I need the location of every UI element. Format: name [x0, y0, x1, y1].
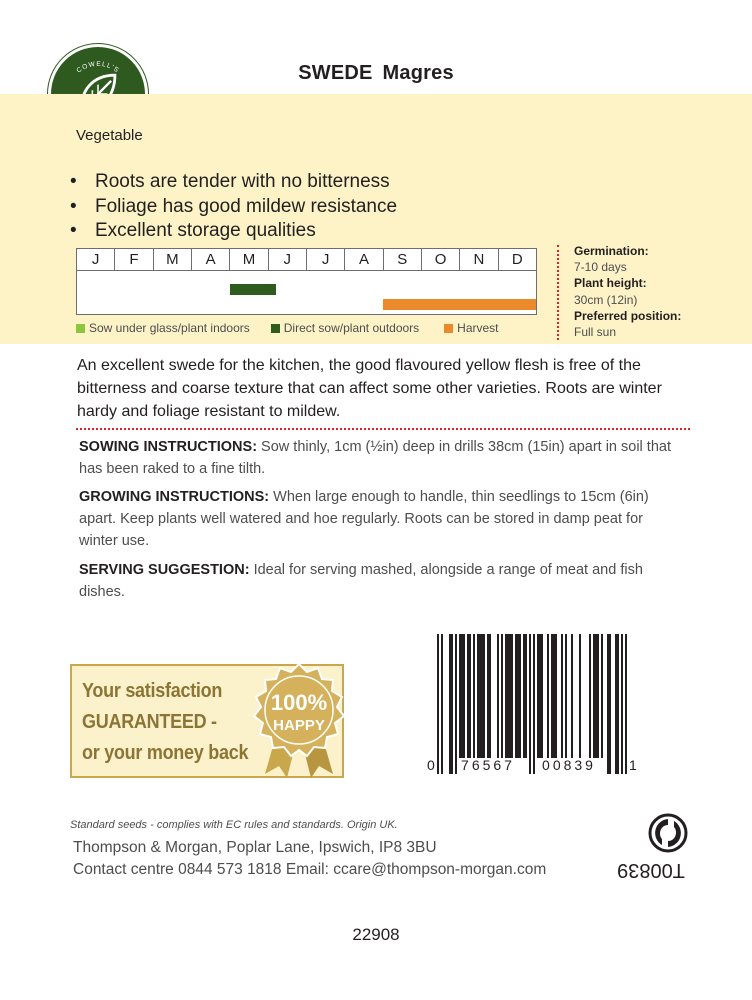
barcode-bar — [579, 634, 581, 758]
barcode-bar — [455, 634, 457, 774]
barcode-bar — [595, 634, 597, 758]
month-label: A — [191, 249, 229, 270]
barcode-bar — [597, 634, 599, 758]
barcode-bars — [437, 634, 627, 774]
barcode-bar — [541, 634, 543, 758]
sowing-text: Sow thinly, 1cm (½in) deep in drills 38cm (15in) apart in soil that has been raked to a fine tilth. — [79, 439, 671, 477]
barcode-bar — [519, 634, 521, 758]
barcode-bar — [497, 634, 499, 758]
sowing-label: SOWING INSTRUCTIONS: — [79, 439, 258, 455]
barcode-bar — [463, 634, 465, 758]
barcode-bar — [533, 634, 535, 774]
barcode — [425, 630, 640, 775]
barcode-bar — [551, 634, 553, 758]
barcode-bar — [621, 634, 623, 774]
position-label: Preferred position: — [574, 308, 682, 323]
calendar-legend — [76, 321, 499, 335]
barcode-bar — [487, 634, 489, 758]
list-item: • Roots are tender with no bitterness — [70, 170, 397, 195]
barcode-bar — [479, 634, 481, 758]
barcode-bar — [609, 634, 611, 774]
description: An excellent swede for the kitchen, the good flavoured yellow flesh is free of the bitterness and coarse texture that can affect some other varieties. Roots are winter hardy and foliage resistant to mildew. — [77, 357, 662, 420]
serving-suggestion — [79, 559, 677, 603]
month-label: F — [114, 249, 152, 270]
barcode-bar — [477, 634, 479, 758]
barcode-bar — [593, 634, 595, 758]
growing-text: When large enough to handle, thin seedlings to 15cm (6in) apart. Keep plants well watered and hoe regularly. Roots can be stored in damp peat for winter use. — [79, 489, 649, 549]
category-label: Vegetable — [76, 127, 143, 144]
list-item: • Foliage has good mildew resistance — [70, 195, 397, 220]
barcode-bar — [437, 634, 439, 774]
barcode-bar — [539, 634, 541, 758]
company-address: Thompson & Morgan, Poplar Lane, Ipswich, IP8 3BU — [73, 839, 437, 856]
contact-info: Contact centre 0844 573 1818 Email: ccare@thompson-morgan.com — [73, 861, 547, 878]
barcode-bar — [515, 634, 517, 758]
green-dot-recycle-icon — [648, 813, 688, 853]
legal-note: Standard seeds - complies with EC rules and standards. Origin UK. — [70, 819, 398, 831]
barcode-bar — [547, 634, 549, 758]
direct-sow-bar — [230, 284, 276, 295]
growing-label: GROWING INSTRUCTIONS: — [79, 489, 270, 505]
barcode-bar — [501, 634, 503, 758]
barcode-bar — [555, 634, 557, 758]
barcode-bar — [553, 634, 555, 758]
barcode-bar — [507, 634, 509, 758]
sowing-calendar — [76, 248, 537, 315]
harvest-bar — [383, 299, 536, 310]
month-label: N — [459, 249, 497, 270]
barcode-bar — [601, 634, 603, 758]
serving-text: Ideal for serving mashed, alongside a range of meat and fish dishes. — [79, 562, 643, 600]
barcode-bar — [523, 634, 525, 758]
barcode-bar — [469, 634, 471, 758]
legend-label: Sow under glass/plant indoors — [89, 321, 250, 335]
variety-name: Magres — [382, 62, 454, 84]
guarantee-line: GUARANTEED - — [82, 711, 217, 733]
month-label: A — [344, 249, 382, 270]
barcode-bar — [509, 634, 511, 758]
barcode-bar — [505, 634, 507, 758]
barcode-bar — [571, 634, 573, 758]
barcode-bar — [461, 634, 463, 758]
product-code: T00839 — [617, 859, 685, 881]
legend-label: Harvest — [457, 321, 499, 335]
barcode-lead-digit: 0 — [427, 757, 435, 773]
position-value: Full sun — [574, 325, 617, 340]
page-number: 22908 — [352, 925, 400, 944]
germination-value: 7-10 days — [574, 260, 627, 275]
germination-label: Germination: — [574, 244, 649, 258]
legend-swatch — [76, 324, 85, 333]
month-label: J — [91, 251, 100, 268]
barcode-right-digits: 00839 — [542, 757, 596, 773]
barcode-bar — [511, 634, 513, 758]
barcode-bar — [441, 634, 443, 774]
crop-name: SWEDE — [298, 62, 373, 84]
barcode-bar — [473, 634, 475, 758]
barcode-bar — [449, 634, 451, 774]
month-label: O — [421, 249, 459, 270]
legend-swatch — [271, 324, 280, 333]
dotted-divider — [76, 428, 690, 430]
feature-list — [70, 170, 397, 244]
logo-top-text: COWELL'S — [75, 60, 121, 75]
growing-instructions — [79, 486, 677, 552]
barcode-bar — [589, 634, 591, 758]
product-title — [0, 62, 752, 85]
barcode-bar — [625, 634, 627, 774]
barcode-bar — [615, 634, 617, 774]
barcode-bar — [483, 634, 485, 758]
barcode-bar — [459, 634, 461, 758]
barcode-bar — [529, 634, 531, 774]
barcode-bar — [451, 634, 453, 774]
legend-item-harvest — [444, 321, 498, 335]
barcode-bar — [565, 634, 567, 758]
barcode-check-digit: 1 — [629, 757, 637, 773]
dotted-divider — [557, 245, 559, 340]
seal-percent: 100% — [270, 690, 328, 715]
barcode-bar — [489, 634, 491, 758]
barcode-bar — [537, 634, 539, 758]
guarantee-line: or your money back — [82, 742, 249, 764]
serving-label: SERVING SUGGESTION: — [79, 562, 250, 578]
barcode-bar — [617, 634, 619, 774]
legend-swatch — [444, 324, 453, 333]
plant-height-value: 30cm (12in) — [574, 292, 638, 307]
list-item: • Excellent storage qualities — [70, 219, 397, 244]
barcode-left-digits: 76567 — [461, 757, 515, 773]
happy-seal-icon — [247, 662, 351, 778]
barcode-bar — [525, 634, 527, 758]
month-label: J — [268, 249, 306, 270]
guarantee-text — [82, 676, 248, 769]
sowing-instructions — [79, 436, 677, 480]
month-label: S — [383, 249, 421, 270]
month-label: M — [153, 249, 191, 270]
month-label: M — [229, 249, 267, 270]
legend-label: Direct sow/plant outdoors — [283, 321, 420, 335]
legend-item-direct-sow — [271, 321, 419, 335]
barcode-bar — [517, 634, 519, 758]
legend-item-sow-indoors — [76, 321, 250, 335]
barcode-bar — [561, 634, 563, 758]
calendar-months — [77, 249, 536, 271]
guarantee-line: Your satisfaction — [82, 680, 223, 702]
month-label: J — [306, 249, 344, 270]
barcode-bar — [481, 634, 483, 758]
plant-height-label: Plant height: — [574, 276, 647, 291]
month-label: D — [498, 249, 536, 270]
seal-happy: HAPPY — [273, 717, 325, 734]
barcode-bar — [467, 634, 469, 758]
barcode-bar — [607, 634, 609, 774]
growing-info — [574, 243, 681, 340]
